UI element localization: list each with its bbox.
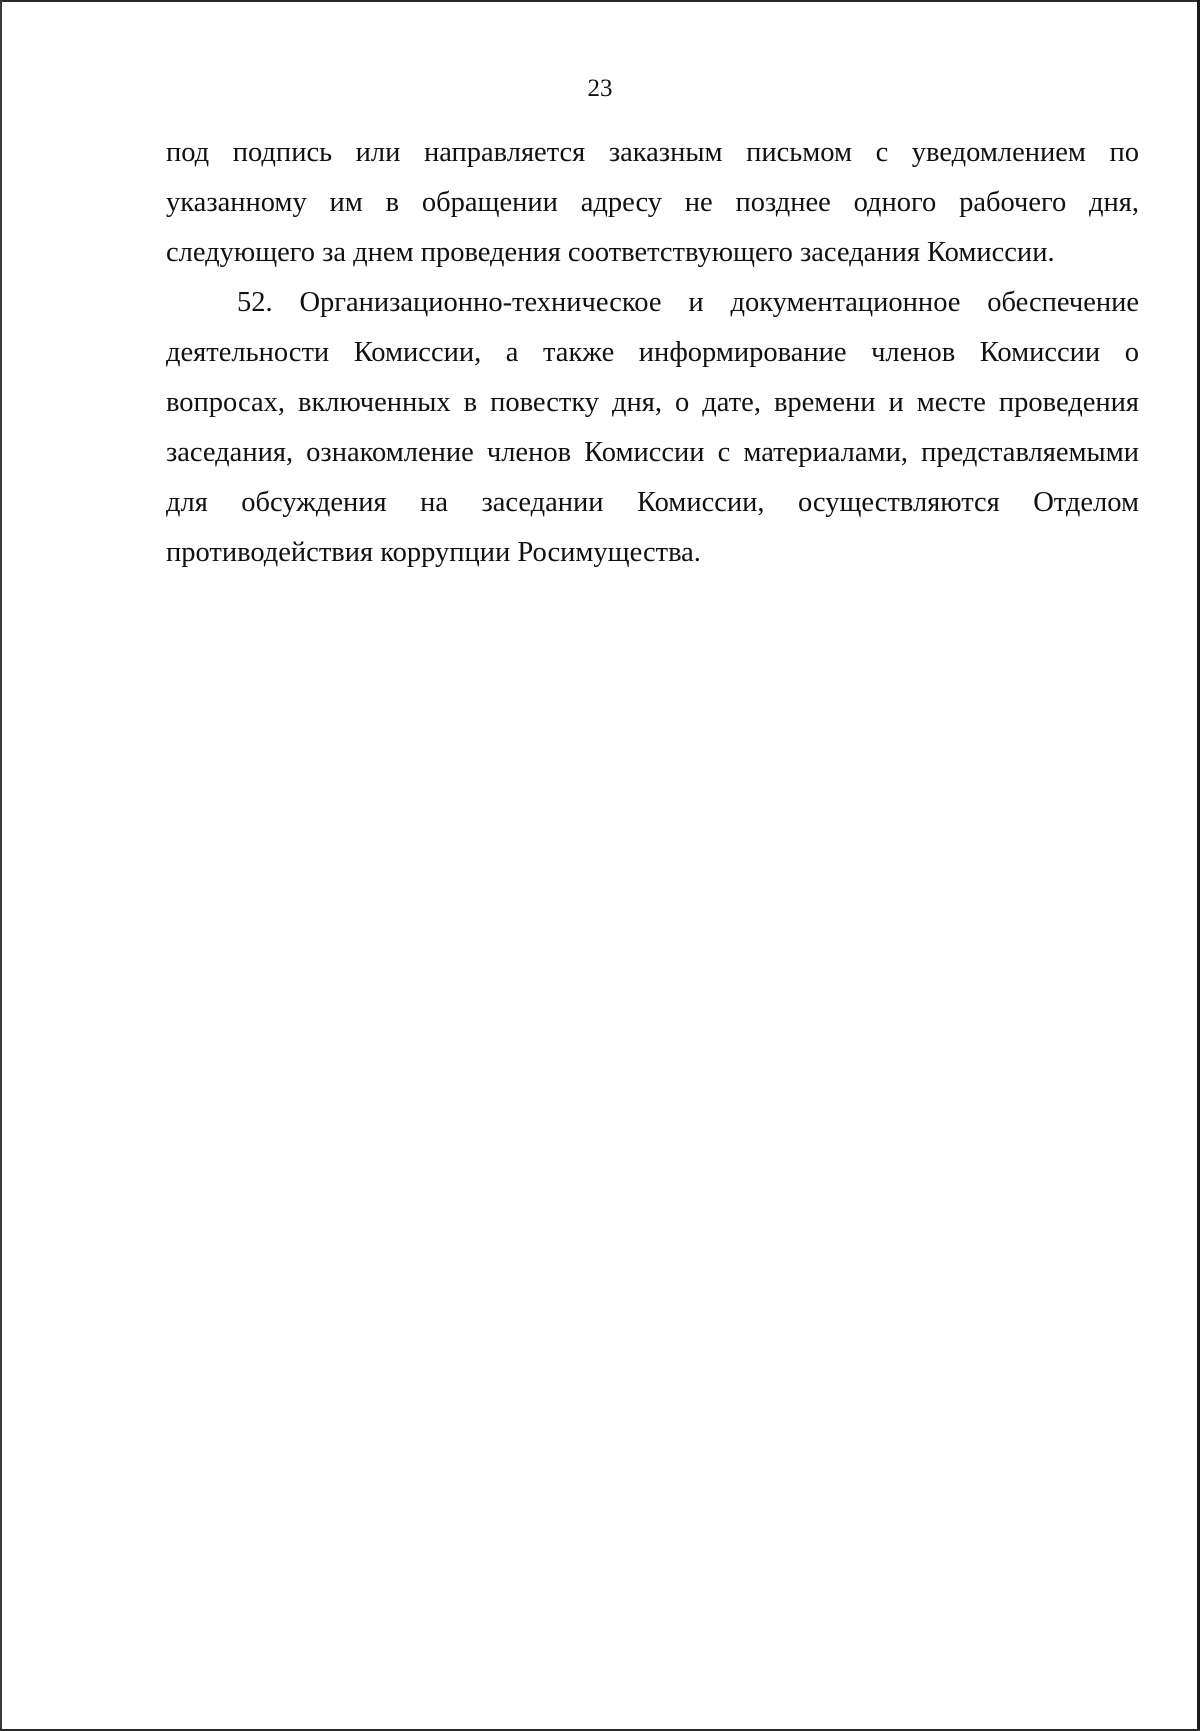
scan-edge-left (0, 0, 2, 1731)
paragraph-52: 52. Организационно-техническое и документационное обеспечение деятельности Комиссии, а также информирование членов Комиссии о вопросах, включенных в повестку дня, о дате, времени и месте проведения заседания, ознакомление членов Комиссии с материалами, представляемыми для обсуждения на заседании Комиссии, осуществляются Отделом противодействия коррупции Росимущества. (166, 287, 1139, 568)
paragraph-continuation: под подпись или направляется заказным письмом с уведомлением по указанному им в обращении адресу не позднее одного рабочего дня, следующего за днем проведения соответствующего заседания Комиссии. (166, 137, 1139, 268)
scan-edge-top (0, 0, 1200, 2)
page-number: 23 (587, 75, 613, 102)
document-body (166, 128, 1139, 578)
